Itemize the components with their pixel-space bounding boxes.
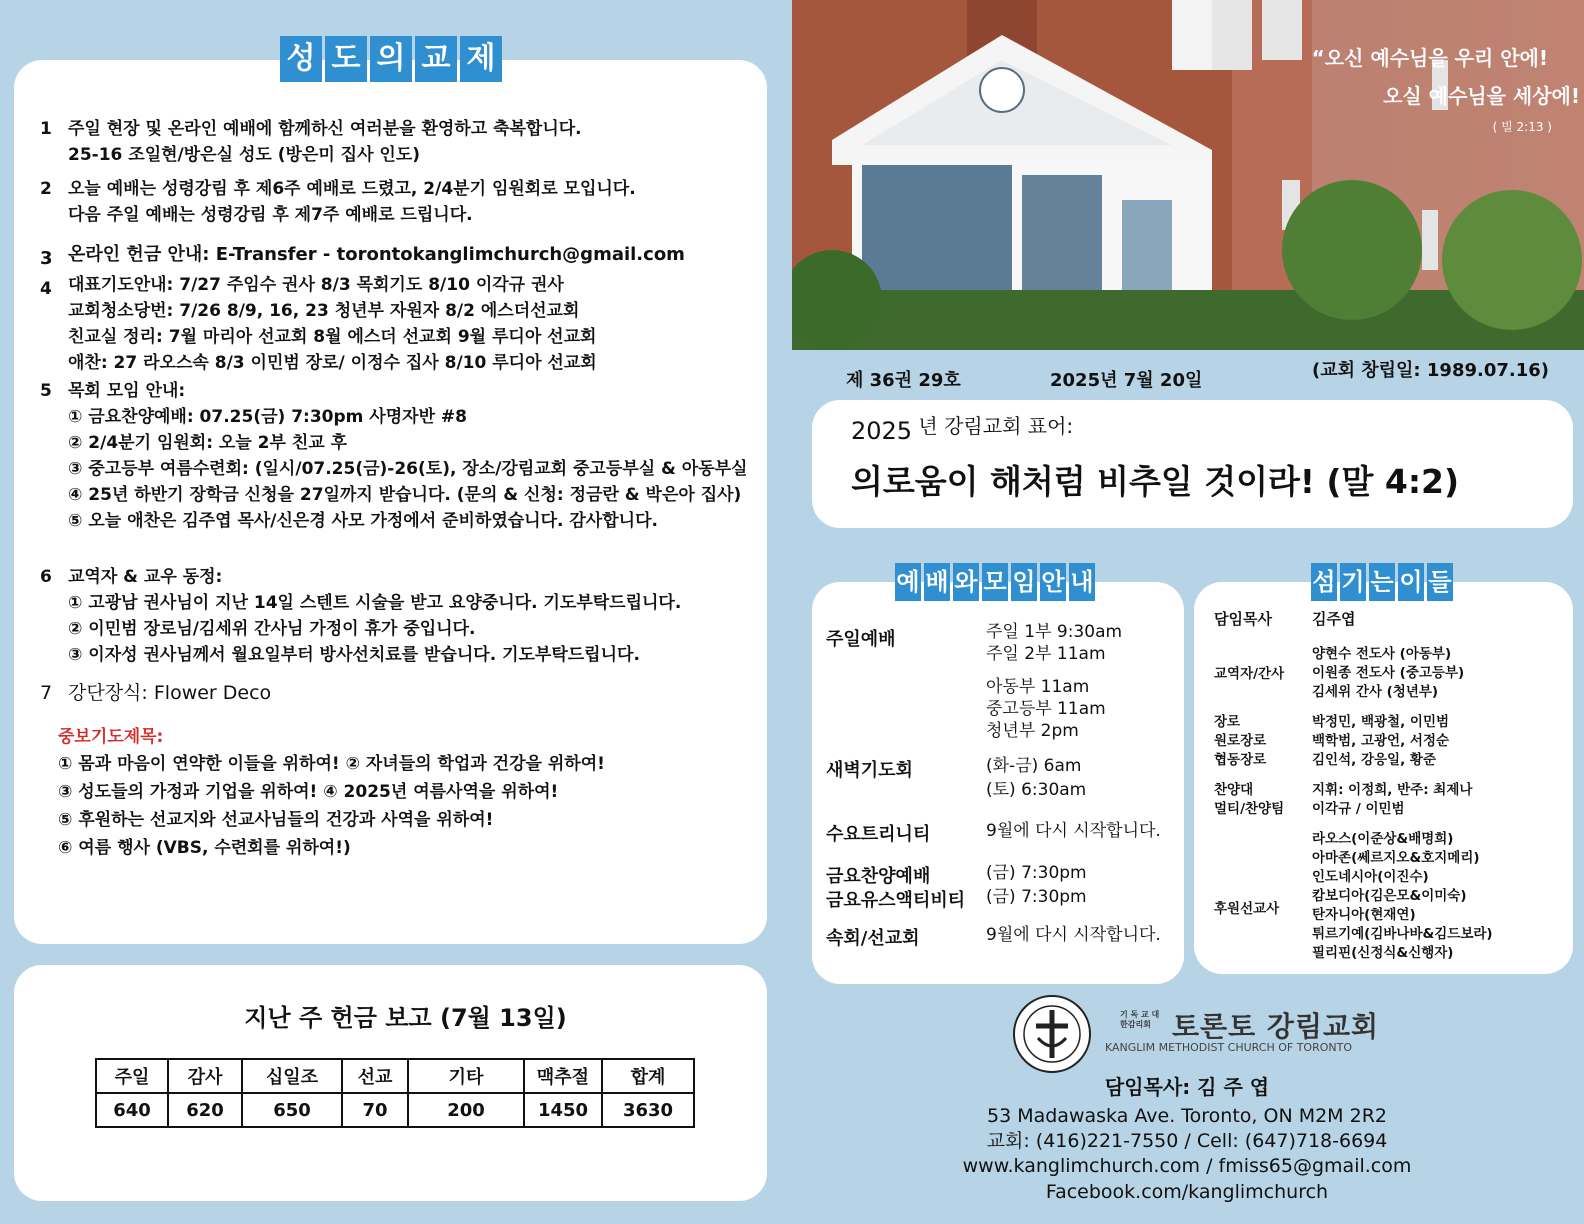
server-name: 필리핀(신정식&신행자) bbox=[1312, 945, 1454, 961]
service-time: 중고등부 11am bbox=[986, 699, 1106, 719]
church-web: www.kanglimchurch.com / fmiss65@gmail.com bbox=[962, 1155, 1412, 1177]
announcement-item: 3 온라인 헌금 안내: E-Transfer - torontokanglimchurch@gmail.com bbox=[40, 244, 685, 269]
server-name: 백학범, 고광언, 서정순 bbox=[1312, 733, 1450, 749]
server-name: 캄보디아(김은모&이미숙) bbox=[1312, 888, 1467, 904]
motto-text: 의로움이 해처럼 비추일 것이라! (말 4:2) bbox=[851, 462, 1460, 501]
server-role: 협동장로 bbox=[1214, 752, 1267, 768]
announcement-item: 1 주일 현장 및 온라인 예배에 함께하신 여러분을 환영하고 축복합니다. 25-16 조일현/방은실 성도 (방은미 집사 인도) bbox=[40, 119, 582, 165]
announcement-item: 5 목회 모임 안내: ① 금요찬양예배: 07.25(금) 7:30pm 사명자반 #8 ② 2/4분기 임원회: 오늘 2부 친교 후 ③ 중고등부 여름수련회: (일시/07.25(금)-26(토), 장소/강림교회 중고등부실 & 아동부실 ④ 25년 하반기 장학금 신청을 27일까지 받습니다. (문의 & 신청: 정금란 & 박은아 집사) ⑤ 오늘 애찬은 김주엽 목사/신은경 사모 가정에서 준비하였습니다. 감사합니다. bbox=[40, 381, 748, 531]
title-char: 의 bbox=[370, 36, 412, 82]
service-time: 주일 2부 11am bbox=[986, 644, 1106, 664]
photo-quote-line2: 오실 예수님을 세상에! bbox=[1383, 84, 1580, 108]
church-name-en: KANGLIM METHODIST CHURCH OF TORONTO bbox=[1105, 1041, 1352, 1054]
church-logo bbox=[1012, 994, 1092, 1074]
server-role: 멀티/찬양팀 bbox=[1214, 801, 1285, 817]
server-role: 담임목사 bbox=[1214, 610, 1272, 628]
service-time: (토) 6:30am bbox=[986, 780, 1087, 800]
title-char: 는 bbox=[1369, 563, 1395, 601]
table-header-row: 주일 감사 십일조 선교 기타 맥추절 합계 bbox=[96, 1059, 694, 1093]
server-name: 라오스(이준상&배명희) bbox=[1312, 831, 1454, 847]
server-name: 이각규 / 이민범 bbox=[1312, 801, 1405, 817]
title-char: 내 bbox=[1069, 563, 1095, 601]
table-row: 640 620 650 70 200 1450 3630 bbox=[96, 1093, 694, 1127]
server-name: 지휘: 이정희, 반주: 최제나 bbox=[1312, 782, 1473, 798]
server-name: 아마존(쎄르지오&호지메리) bbox=[1312, 850, 1480, 866]
church-address: 53 Madawaska Ave. Toronto, ON M2M 2R2 bbox=[986, 1105, 1387, 1127]
server-name: 탄자니아(현재연) bbox=[1312, 907, 1416, 923]
title-char: 와 bbox=[953, 563, 979, 601]
server-name: 김주엽 bbox=[1312, 610, 1356, 628]
title-char: 들 bbox=[1427, 563, 1453, 601]
title-char: 섬 bbox=[1311, 563, 1337, 601]
service-label: 금요찬양예배 bbox=[826, 866, 931, 887]
announcement-item: 4 대표기도안내: 7/27 주임수 권사 8/3 목회기도 8/10 이각규 권사 교회청소당번: 7/26 8/9, 16, 23 청년부 자원자 8/2 에스더선교회 친교실 정리: 7월 마리아 선교회 8월 에스더 선교회 9월 루디아 선교회 애찬: 27 라오스속 8/3 이민범 장로/ 이정수 집사 8/10 루디아 선교회 bbox=[40, 275, 597, 373]
church-facebook: Facebook.com/kanglimchurch bbox=[1045, 1181, 1329, 1203]
founded-date: (교회 창립일: 1989.07.16) bbox=[1312, 360, 1549, 381]
church-name-small: 기 독 교 대한감리회 bbox=[1120, 1010, 1160, 1029]
prayer-line: ③ 성도들의 가정과 기업을 위하여! ④ 2025년 여름사역을 위하여! bbox=[58, 782, 559, 802]
offering-title: 지난 주 헌금 보고 (7월 13일) bbox=[244, 1004, 567, 1032]
offering-table bbox=[95, 1058, 695, 1128]
title-char: 임 bbox=[1011, 563, 1037, 601]
photo-quote-line1: “오신 예수님을 우리 안에! bbox=[1311, 46, 1548, 70]
service-time: 아동부 11am bbox=[986, 677, 1090, 697]
server-name: 박정민, 백광철, 이민범 bbox=[1312, 714, 1450, 730]
server-name: 김인석, 강응일, 황준 bbox=[1312, 752, 1436, 768]
title-char: 안 bbox=[1040, 563, 1066, 601]
church-phone: 교회: (416)221-7550 / Cell: (647)718-6694 bbox=[986, 1130, 1388, 1152]
server-name: 양현수 전도사 (아동부) bbox=[1312, 646, 1452, 662]
title-char: 도 bbox=[325, 36, 367, 82]
announcements-title bbox=[280, 36, 502, 82]
title-char: 배 bbox=[924, 563, 950, 601]
server-role: 교역자/간사 bbox=[1214, 666, 1285, 682]
service-time: (금) 7:30pm bbox=[986, 887, 1087, 907]
title-char: 이 bbox=[1398, 563, 1424, 601]
server-role: 후원선교사 bbox=[1214, 901, 1280, 917]
server-name: 이원종 전도사 (중고등부) bbox=[1312, 665, 1465, 681]
server-role: 원로장로 bbox=[1214, 733, 1267, 749]
server-role: 장로 bbox=[1214, 714, 1241, 730]
title-char: 교 bbox=[415, 36, 457, 82]
service-time: (화-금) 6am bbox=[986, 756, 1082, 776]
title-char: 모 bbox=[982, 563, 1008, 601]
service-time: 주일 1부 9:30am bbox=[986, 622, 1123, 642]
service-label: 수요트리니티 bbox=[826, 824, 931, 845]
service-label: 주일예배 bbox=[826, 629, 896, 650]
announcement-item: 6 교역자 & 교우 동정: ① 고광남 권사님이 지난 14일 스텐트 시술을 받고 요양중니다. 기도부탁드립니다. ② 이민범 장로님/김세위 간사님 가정이 휴가 중입니다. ③ 이자성 권사님께서 월요일부터 방사선치료를 받습니다. 기도부탁드립니다. bbox=[40, 567, 682, 665]
service-time: (금) 7:30pm bbox=[986, 863, 1087, 883]
server-name: 김세위 간사 (청년부) bbox=[1312, 684, 1439, 700]
issue-volume: 제 36권 29호 bbox=[846, 370, 961, 391]
photo-quote-ref: ( 빌 2:13 ) bbox=[1492, 120, 1552, 134]
service-time: 9월에 다시 시작합니다. bbox=[986, 925, 1161, 945]
announcement-item: 7 강단장식: Flower Deco bbox=[40, 682, 272, 704]
church-name: 토론토 강림교회 bbox=[1172, 1010, 1380, 1043]
church-photo bbox=[792, 0, 1584, 350]
prayer-line: ⑤ 후원하는 선교지와 선교사님들의 건강과 사역을 위하여! bbox=[58, 810, 494, 830]
motto-label: 2025 년 강림교회 표어: bbox=[851, 414, 1074, 445]
issue-date: 2025년 7월 20일 bbox=[1050, 370, 1203, 391]
service-label: 새벽기도회 bbox=[826, 760, 913, 781]
title-char: 제 bbox=[460, 36, 502, 82]
service-time: 9월에 다시 시작합니다. bbox=[986, 821, 1161, 841]
service-label: 속회/선교회 bbox=[826, 928, 920, 949]
title-char: 성 bbox=[280, 36, 322, 82]
prayer-title: 중보기도제목: bbox=[58, 727, 164, 747]
prayer-line: ⑥ 여름 행사 (VBS, 수련회를 위하여!) bbox=[58, 838, 351, 858]
pastor-line: 담임목사: 김 주 엽 bbox=[1104, 1075, 1270, 1099]
services-title bbox=[895, 563, 1095, 601]
prayer-line: ① 몸과 마음이 연약한 이들을 위하여! ② 자녀들의 학업과 건강을 위하여! bbox=[58, 754, 605, 774]
service-time: 청년부 2pm bbox=[986, 721, 1079, 741]
title-char: 예 bbox=[895, 563, 921, 601]
servers-title bbox=[1311, 563, 1453, 601]
server-name: 인도네시아(이진수) bbox=[1312, 869, 1429, 885]
service-label: 금요유스액티비티 bbox=[826, 890, 966, 911]
server-name: 튀르기예(김바나바&김드보라) bbox=[1312, 926, 1493, 942]
church-seal-icon bbox=[1012, 994, 1092, 1074]
server-role: 찬양대 bbox=[1214, 782, 1254, 798]
announcement-item: 2 오늘 예배는 성령강림 후 제6주 예배로 드렸고, 2/4분기 임원회로 모입니다. 다음 주일 예배는 성령강림 후 제7주 예배로 드립니다. bbox=[40, 179, 636, 225]
title-char: 기 bbox=[1340, 563, 1366, 601]
